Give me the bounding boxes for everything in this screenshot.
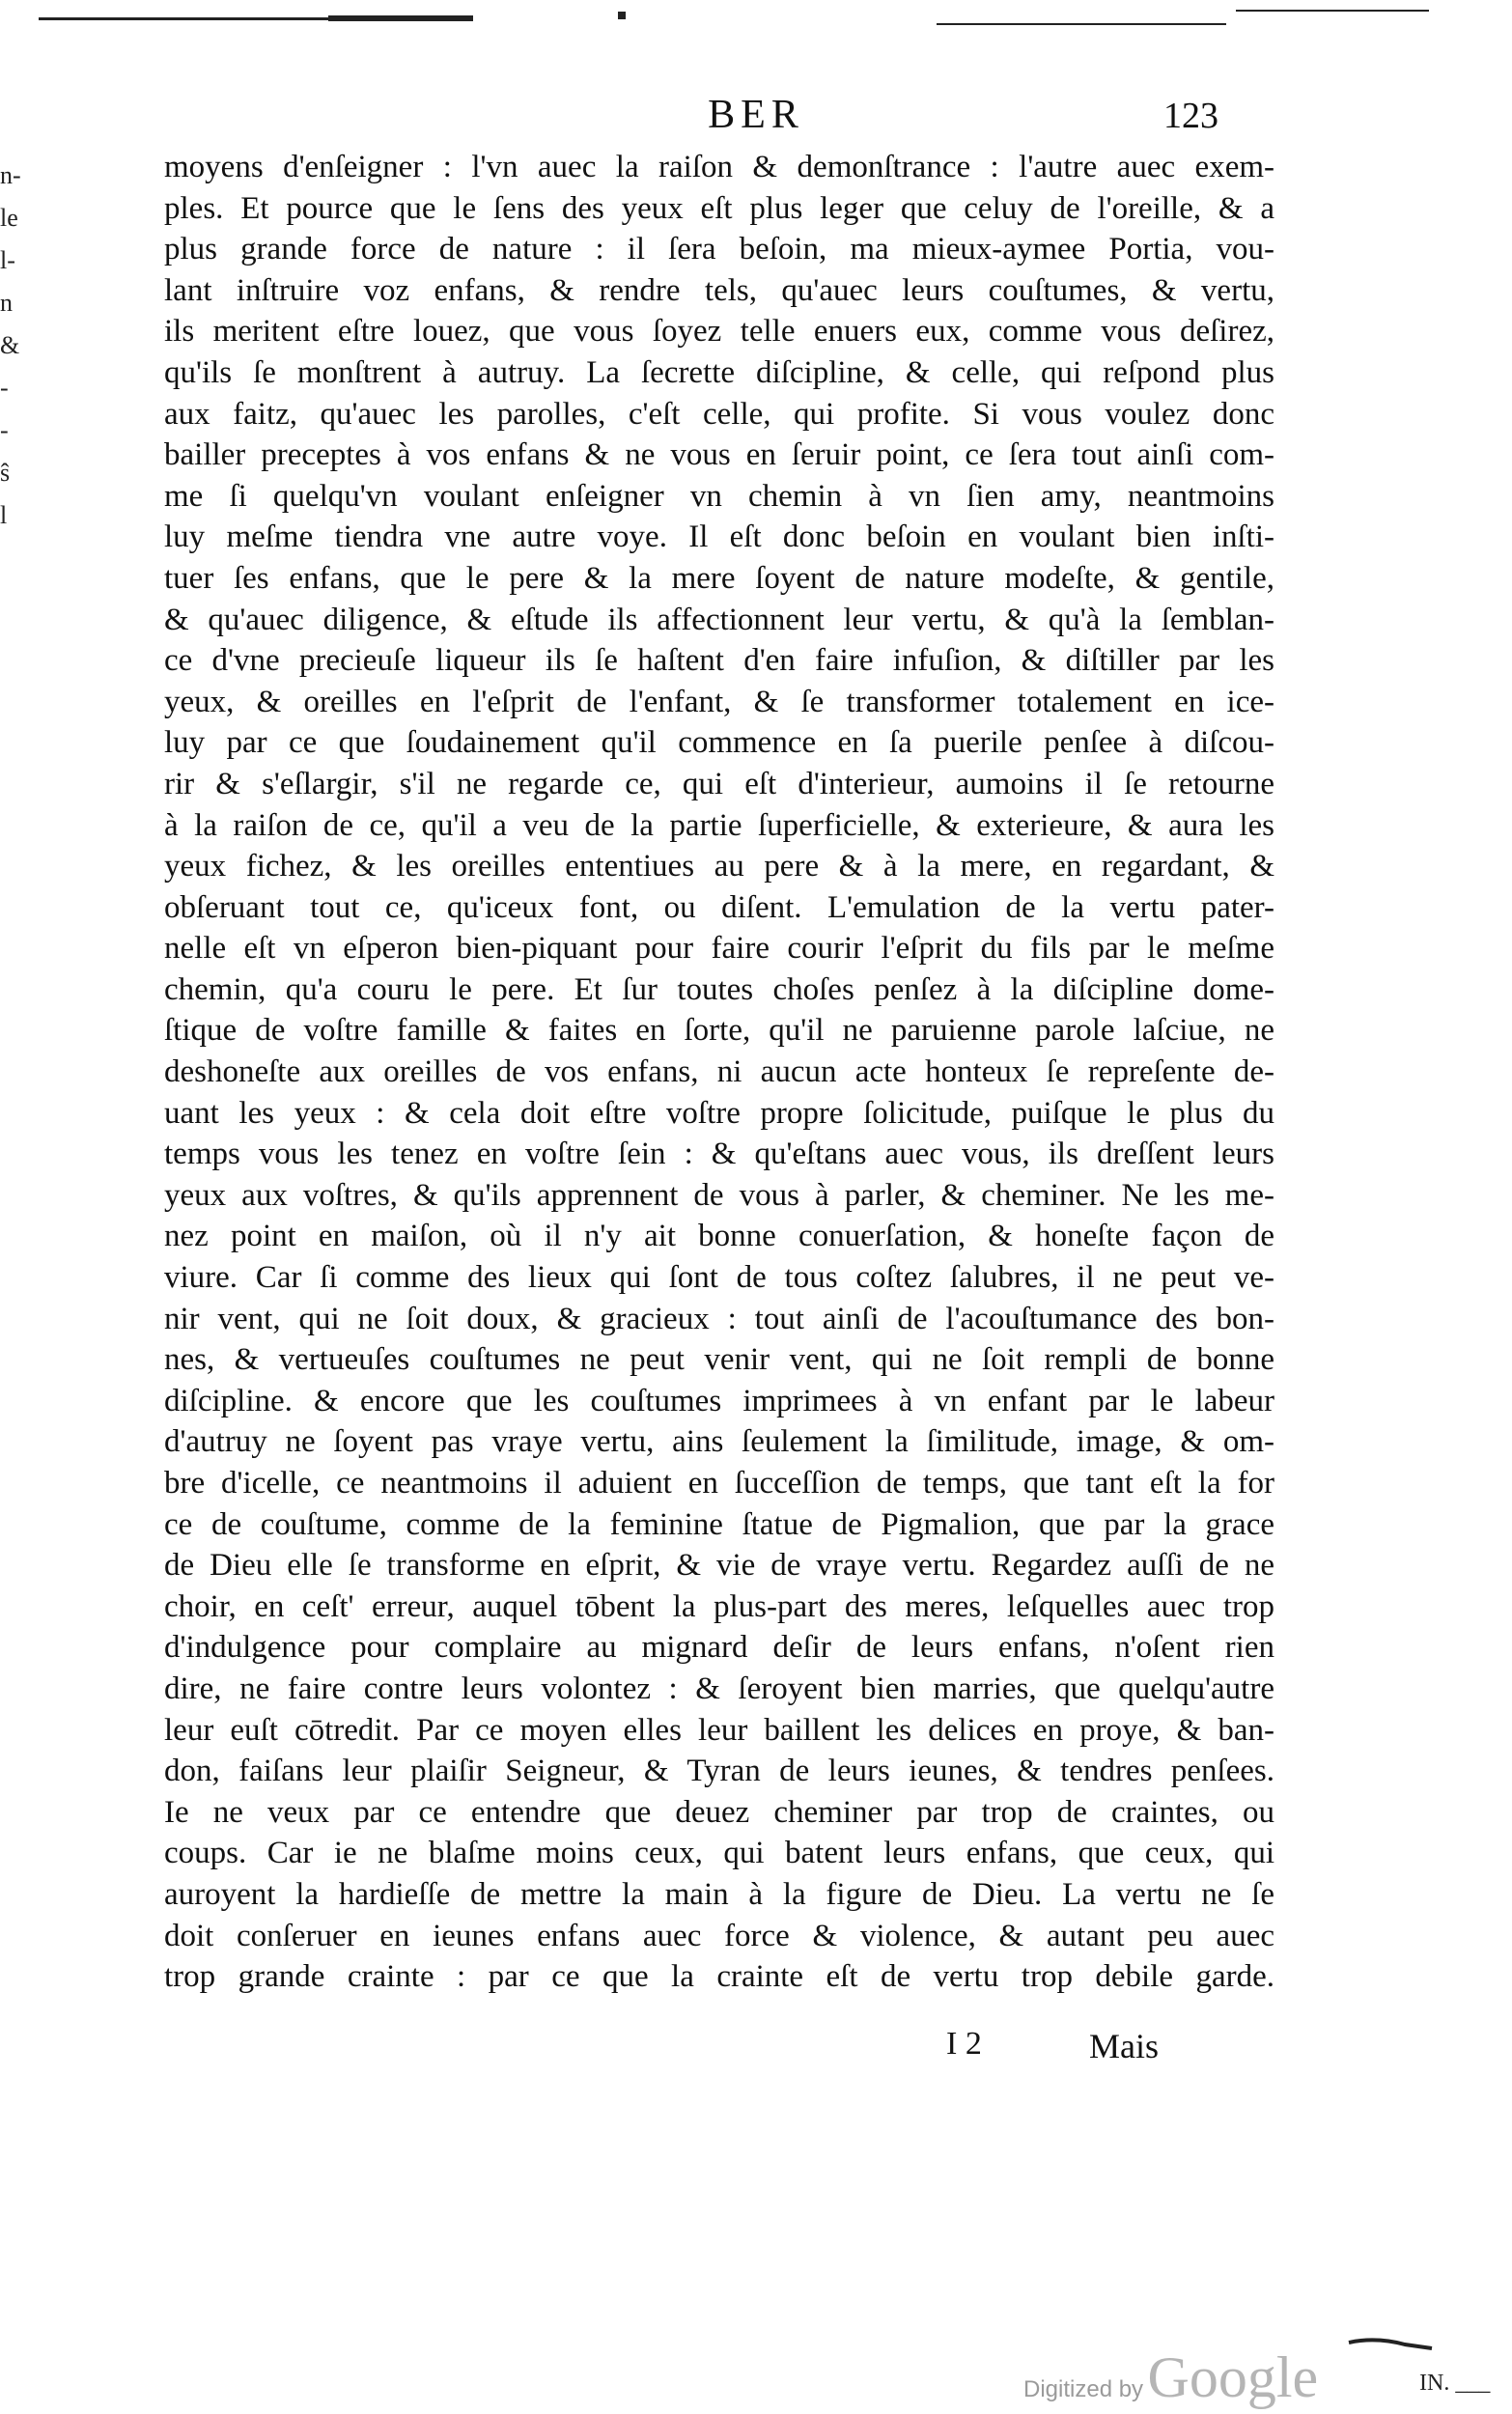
rule-segment (937, 23, 1226, 25)
text-line: bailler preceptes à vos enfans & ne vous en ſeruir point, ce ſera tout ainſi com- (164, 437, 1274, 473)
text-line: luy par ce que ſoudainement qu'il commence en ſa puerile penſee à diſcou- (164, 725, 1274, 761)
signature-mark: I 2 (946, 2026, 982, 2062)
margin-fragment: l- (0, 246, 15, 274)
text-line: bre d'icelle, ce neantmoins il aduient en ſucceſſion de temps, que tant eſt la for (164, 1466, 1274, 1501)
rule-segment (328, 15, 473, 21)
text-line: auroyent la hardieſſe de mettre la main à la figure de Dieu. La vertu ne ſe (164, 1876, 1274, 1912)
text-line: temps vous les tenez en voſtre ſein : & qu'eſtans auec vous, ils dreſſent leurs (164, 1137, 1274, 1172)
running-head: BER (708, 93, 804, 137)
text-line: ce de couſtume, comme de la feminine ſtatue de Pigmalion, que par la grace (164, 1506, 1274, 1542)
text-line: me ſi quelqu'vn voulant enſeigner vn chemin à vn ſien amy, neantmoins (164, 478, 1274, 514)
text-line: & qu'auec diligence, & eſtude ils affectionnent leur vertu, & qu'à la ſemblan- (164, 602, 1274, 637)
text-line: viure. Car ſi comme des lieux qui ſont de tous coſtez ſalubres, il ne peut ve- (164, 1260, 1274, 1296)
margin-fragment: l (0, 501, 8, 529)
text-line: leur euſt cōtredit. Par ce moyen elles leur baillent les delices en proye, & ban- (164, 1712, 1274, 1748)
watermark-brand: Google (1147, 2345, 1319, 2409)
text-line: à la raiſon de ce, qu'il a veu de la partie ſuperficielle, & exterieure, & aura les (164, 807, 1274, 843)
text-line: rir & s'eſlargir, s'il ne regarde ce, qui eſt d'interieur, aumoins il ſe retourne (164, 766, 1274, 801)
top-rule (39, 6, 1468, 31)
text-line: nes, & vertueuſes couſtumes ne peut venir vent, qui ne ſoit rempli de bonne (164, 1342, 1274, 1378)
text-line: d'autruy ne ſoyent pas vraye vertu, ains ſeulement la ſimilitude, image, & om- (164, 1424, 1274, 1460)
text-line: don, faiſans leur plaiſir Seigneur, & Tyran de leurs ieunes, & tendres penſees. (164, 1754, 1274, 1789)
text-line: uant les yeux : & cela doit eſtre voſtre propre ſolicitude, puiſque le plus du (164, 1095, 1274, 1131)
text-line: yeux, & oreilles en l'eſprit de l'enfant, & ſe transformer totalement en ice- (164, 684, 1274, 719)
text-line: tuer ſes enfans, que le pere & la mere ſoyent de nature modeſte, & gentile, (164, 560, 1274, 596)
watermark-prefix: Digitized by (1023, 2376, 1144, 2402)
text-line: lant inſtruire voz enfans, & rendre tels, qu'auec leurs couſtumes, & vertu, (164, 272, 1274, 308)
text-line: luy meſme tiendra vne autre voye. Il eſt donc beſoin en voulant bien inſti- (164, 519, 1274, 555)
text-line: ſtique de voſtre famille & faites en ſorte, qu'il ne paruienne parole laſciue, ne (164, 1013, 1274, 1049)
margin-fragment: n- (0, 161, 21, 189)
ink-mark-icon (1347, 2335, 1434, 2372)
margin-fragment: - (0, 416, 9, 444)
text-line: choir, en ceſt' erreur, auquel tōbent la plus-part des meres, leſquelles auec trop (164, 1588, 1274, 1624)
left-margin-fragments (0, 154, 29, 537)
page-number: 123 (1163, 96, 1218, 136)
text-line: deshoneſte aux oreilles de vos enfans, ni aucun acte honteux ſe repreſente de- (164, 1054, 1274, 1090)
margin-fragment: ŝ (0, 459, 11, 487)
text-line: dire, ne faire contre leurs volontez : & ſeroyent bien marries, que quelqu'autre (164, 1670, 1274, 1706)
rule-segment (1236, 10, 1429, 12)
text-line: coups. Car ie ne blaſme moins ceux, qui batent leurs enfans, que ceux, qui (164, 1836, 1274, 1871)
text-line: ils meritent eſtre louez, que vous ſoyez telle enuers eux, comme vous deſirez, (164, 314, 1274, 350)
text-line: nez point en maiſon, où il n'y ait bonne conuerſation, & honeſte façon de (164, 1219, 1274, 1254)
text-line: Ie ne veux par ce entendre que deuez cheminer par trop de craintes, ou (164, 1794, 1274, 1830)
bottom-fragment: IN. ___ (1419, 2371, 1491, 2396)
text-line: obſeruant tout ce, qu'iceux font, ou diſent. L'emulation de la vertu pater- (164, 889, 1274, 925)
margin-fragment: le (0, 204, 18, 232)
text-line: moyens d'enſeigner : l'vn auec la raiſon & demonſtrance : l'autre auec exem- (164, 150, 1274, 184)
text-line: qu'ils ſe monſtrent à autruy. La ſecrette diſcipline, & celle, qui reſpond plus (164, 354, 1274, 390)
text-line: d'indulgence pour complaire au mignard deſir de leurs enfans, n'oſent rien (164, 1630, 1274, 1666)
text-line: nelle eſt vn eſperon bien-piquant pour faire courir l'eſprit du fils par le meſme (164, 931, 1274, 967)
text-line: doit conſeruer en ieunes enfans auec force & violence, & autant peu auec (164, 1918, 1274, 1953)
margin-fragment: n (0, 289, 13, 317)
text-line: yeux aux voſtres, & qu'ils apprennent de vous à parler, & cheminer. Ne les me- (164, 1177, 1274, 1213)
margin-fragment: - (0, 374, 9, 402)
text-line: yeux fichez, & les oreilles ententiues au pere & à la mere, en regardant, & (164, 849, 1274, 884)
text-line: ples. Et pource que le ſens des yeux eſt plus leger que celuy de l'oreille, & a (164, 190, 1274, 226)
rule-segment (618, 12, 626, 19)
digitized-watermark (1023, 2344, 1318, 2411)
body-text (164, 147, 1274, 2038)
text-line: diſcipline. & encore que les couſtumes imprimees à vn enfant par le labeur (164, 1383, 1274, 1418)
text-line: trop grande crainte : par ce que la crainte eſt de vertu trop debile garde. (164, 1959, 1274, 1995)
text-line: chemin, qu'a couru le pere. Et ſur toutes choſes penſez à la diſcipline dome- (164, 971, 1274, 1007)
text-line: aux faitz, qu'auec les parolles, c'eſt celle, qui profite. Si vous voulez donc (164, 396, 1274, 432)
catchword: Mais (1089, 2027, 1159, 2065)
text-line: ce d'vne precieuſe liqueur ils ſe haſtent d'en faire infuſion, & diſtiller par les (164, 643, 1274, 679)
margin-fragment: & (0, 331, 20, 359)
text-line: de Dieu elle ſe transforme en eſprit, & vie de vraye vertu. Regardez auſſi de ne (164, 1548, 1274, 1584)
text-line: nir vent, qui ne ſoit doux, & gracieux : tout ainſi de l'acouſtumance des bon- (164, 1301, 1274, 1336)
text-line: plus grande force de nature : il ſera beſoin, ma mieux-aymee Portia, vou- (164, 232, 1274, 267)
